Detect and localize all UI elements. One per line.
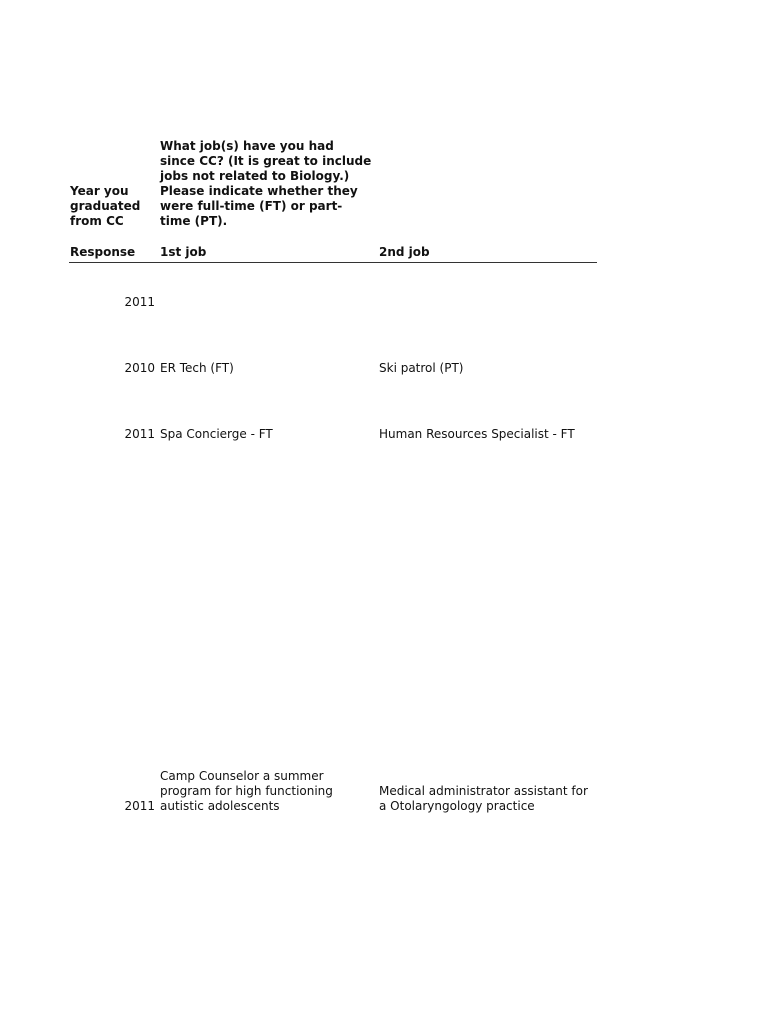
header-divider: [69, 262, 597, 263]
row-2-first-job: ER Tech (FT): [160, 361, 234, 375]
second-job-column-header: 2nd job: [379, 245, 430, 259]
row-2-year: 2010: [124, 361, 155, 375]
row-3-second-job: Human Resources Specialist - FT: [379, 427, 575, 441]
row-1-year: 2011: [124, 295, 155, 309]
row-4-year: 2011: [124, 799, 155, 813]
row-3-first-job: Spa Concierge - FT: [160, 427, 273, 441]
row-3-year: 2011: [124, 427, 155, 441]
first-job-column-header: 1st job: [160, 245, 207, 259]
response-column-header: Response: [70, 245, 136, 259]
row-4-first-job: Camp Counselor a summer program for high functioning autistic adolescents: [160, 769, 333, 813]
year-graduated-header: Year you graduated from CC: [70, 184, 141, 228]
jobs-question-header: What job(s) have you had since CC? (It is great to include jobs not related to Biology.) Please indicate whether they were full-time (FT) or part-time (PT).: [160, 139, 372, 228]
row-4-second-job: Medical administrator assistant for a Otolaryngology practice: [379, 784, 588, 813]
row-2-second-job: Ski patrol (PT): [379, 361, 464, 375]
